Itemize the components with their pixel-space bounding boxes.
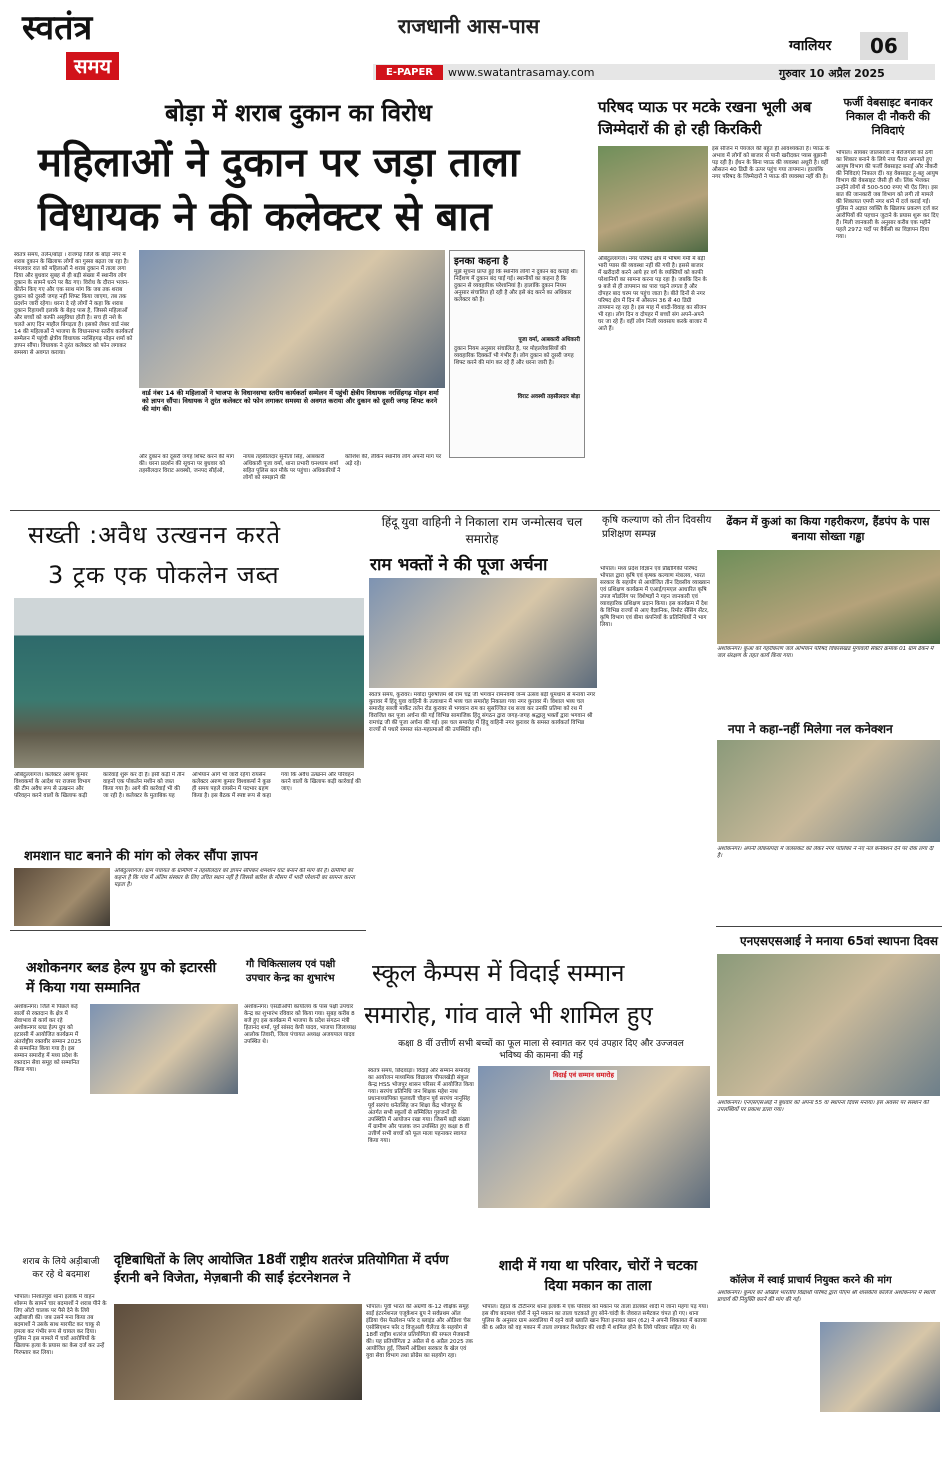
masthead [0, 0, 945, 90]
section-title: राजधानी आस-पास [398, 14, 540, 38]
blood-headline: अशोकनगर ब्लड हेल्प ग्रुप को इटारसी में किया गया सम्मानित [26, 960, 217, 996]
lead-headline-2: विधायक ने की कलेक्टर से बात [38, 194, 492, 240]
ram-headline: राम भक्तों ने की पूजा अर्चना [370, 555, 548, 575]
swarai-headline: कॉलेज में स्वाई प्राचार्य नियुक्त करने की मांग [730, 1275, 892, 1286]
lead-headline-1: महिलाओं ने दुकान पर जड़ा ताला [38, 140, 520, 186]
ram-kicker: हिंदू युवा वाहिनी ने निकाला राम जन्मोत्सव चल समारोह [381, 515, 583, 546]
school-headline-1: स्कूल कैम्पस में विदाई सम्मान [372, 959, 625, 987]
piyau-photo [598, 146, 708, 252]
gau-body: अशोकनगर। एसडीओपी कार्यालय के पास पक्षी उपचार केन्द्र का शुभारंभ रविवार को किया गया। सुबह करीब 8 बजे हुए इस कार्यक्रम में भाजपा के प्रदेश संगठन मंत्री हितानंद शर्मा, पूर्व सांसद केपी यादव, भाजपा जिलाध्यक्ष आलोक तिवारी, जिला पंचायत अध्यक्ष अजयपाल यादव उपस्थित थे। [244, 1004, 357, 1045]
school-subheadline: कक्षा 8 वीं उत्तीर्ण सभी बच्चों का फूल माला से स्वागत कर एवं उपहार दिए और उज्जवल भविष्य की कामना की गई [398, 1039, 684, 1061]
divider-lead [10, 510, 940, 511]
khanan-headline-1: सख्ती :अवैध उत्खनन करते [28, 521, 282, 549]
khanan-body: औबेदुल्लागंज। कलेक्टर अरुण कुमार विश्वकर्मा के आदेश पर राजस्व विभाग की टीम अवैध रूप से उत्खनन और परिवहन करने वालों के खिलाफ कड़ी कार्रवाई शुरू कर दी है। इसी कड़ी में तीन वाहनों एक पोकलेन मशीन को जब्त किया गया है। आगे की कार्रवाई भी की जा रही है। कलेक्टर के मुताबिक यह अभियान आगे भी जारी रहेगा रायसेन कलेक्टर अरुण कुमार विश्वकर्मा ने कुछ ही समय पहले रायसेन में पदभार ग्रहण किया है। इस बैठक में स्पष्ट रूप से कहा गया कि अवैध उत्खनन और परिवहन करने वालों के खिलाफ कड़ी कार्रवाई की जाए। [14, 772, 361, 799]
shamshan-photo [14, 868, 110, 926]
lead-kicker: बोड़ा में शराब दुकान का विरोध [165, 99, 432, 127]
piyau-headline: परिषद प्याऊ पर मटके रखना भूली अब जिम्मेदारों की हो रही किरकिरी [598, 98, 812, 138]
quote-2-by: विराट अवस्थी तहसीलदार बोड़ा [517, 394, 580, 400]
sthapna-photo [717, 954, 940, 1096]
logo[interactable] [22, 8, 152, 86]
page-number: 06 [860, 32, 908, 60]
blood-photo [90, 1004, 238, 1094]
nal-headline: नपा ने कहा-नहीं मिलेगा नल कनेक्शन [728, 722, 893, 736]
quote-1: मुझे सूचना प्राप्त हुई कि स्थानीय लोगों ने दुकान बंद कराई थी। निर्देशण में दुकान बंद पाई गई। स्थानीयों का कहना है कि दुकान से व्यवहारिक परेशानियां है। हालांकि दुकान नियम अनुसार संचालित हो रही है और इसे बंद करने का अधिकार कलेक्टर को है। [454, 269, 578, 303]
piyau-body: औबेदुल्लागंज। नगर परिषद क्षेत्र में भीषण गर्मी में बड़ी भारी प्यास की व्यवस्था नहीं की गयी है। इससे बाजार में खरीदारी करने आये हर वर्ग के व्यक्तियों को काफी परेशानियों का सामना करना पड़ रहा है। जबकि दिन के 9 बजे से ही तापमान का पारा चढ़ने लगता है और दोपहर बाद चरम पर पहुंच जाता है। बीते दिनों से नगर परिषद क्षेत्र में दिन में औसतन 36 से 40 डिग्री तापमान रह रहा है। इस माह में शादी-विवाह का सीजन भी रहा। लोग दिन व दोपहर में बच्चों संग अपने-अपने घर जा रहे हैं। वहीं लोग निजी व्यवसाय करके बाजार में आते हैं। [598, 256, 707, 332]
blood-body: अशोकनगर। जिले में पिछले कई सालों से रक्तदान के क्षेत्र में सेवाभाव से कार्य कर रहे अशोकनगर ब्लड हेल्प ग्रुप को इटारसी में आयोजित कार्यक्रम में अंतर्राष्ट्रीय रक्तवीर सम्मान 2025 से सम्मानित किया गया है। इस सम्मान समारोह में मध्य प्रदेश के रक्तदान सेवा समूह को सम्मानित किया गया। [14, 1004, 82, 1073]
kuan-photo [717, 550, 940, 644]
ram-body: स्वतंत्र समय, कुरावर। मर्यादा पुरुषोत्तम श्री राम चंद्र जी भगवान रामनवमी जन्म उत्सव बड़ी धूमधाम से मनाया नगर कुरावर में हिंदू युवा वाहिनी के तत्वाधान में भव्य चल समारोह निकाला गया नगर कुरावर में। विशाल भव्य चल समारोह सब्जी मार्केट तलेन रोड कुरावर से भगवान राम का सुसज्जित रथ सजा कर उनकी प्रतिमा को रथ में विराजित कर पूजा अर्चना की गई विभिन्न सामाजिक हिंदू संगठन द्वारा जगह-जगह श्रद्धालु भक्तों द्वारा भगवान श्री रामचंद्र जी की पूजा अर्चना की गई। इस चल समारोह में हिंदू वाहिनी नगर कुरावर के समस्त कार्यकर्ता विभिन्न राज्यों से पधारे समस्त संत-महात्माओं की उपस्थिति रही। [369, 692, 596, 733]
nal-photo [717, 740, 940, 842]
issue-date: गुरुवार 10 अप्रैल 2025 [779, 67, 885, 80]
shatranj-headline: दृष्टिबाधितों के लिए आयोजित 18वीं राष्ट्रीय शतरंज प्रतियोगिता में दर्पण ईरानी बने विजेता, मेज़बानी की साईं इंटरनेशनल ने [114, 1253, 449, 1286]
epaper-badge: E-PAPER [376, 65, 443, 80]
lead-cont-1: और दुकान को दूसरी जगह शिफ्ट करने की मांग की। धरना प्रदर्शन की सूचना पर बुधवार को तहसीलदार विराट अवस्थी, जनपद सीईओ, [139, 454, 235, 474]
piyau-body-2: इस सीजन में पेयजल की बहुत ही आवश्यकता है। प्याऊ के अभाव में लोगों को बाजार से पानी खरीदकर प्यास बुझानी पड़ रही है। ईंधन के बिना प्याऊ की व्यवस्था अधूरी है। वहीं औसतन 40 डिग्री के ऊपर पहुंच गया तापमान। हालांकि नगर परिषद के जिम्मेदारों ने प्याऊ की व्यवस्था नहीं की है। [712, 146, 830, 180]
school-headline-2: समारोह, गांव वाले भी शामिल हुए [364, 1001, 653, 1029]
lead-photo [139, 250, 445, 388]
krishi-headline: कृषि कल्याण को तीन दिवसीय प्रशिक्षण सम्पन्न [602, 515, 712, 540]
nal-caption: अशोकनगर। अपनी लोकसंपदा में जलसंकट को लेकर नगर पालिका ने नए नल कनेक्शन देने पर रोक लगा दी है। [717, 846, 934, 859]
naukri-body: भोपाल। सायबर जालसाजों ने बेरोजगारों को ठगी का शिकार बनाने के लिये नया पैंतरा अपनाते हुए आयुष विभाग की फर्जी वेबसाइट बनाई और नौकरी की निविदाएं निकाल दीं। यह वेबसाइट हू-बहू आयुष विभाग की वेबसाइट जैसी ही थी। लिंक भेजकर उन्होंने लोगों से 500-500 रुपए भी ऐंठ लिए। इस बात की जानकारी जब विभाग को लगी तो मामले की शिकायत एमपी नगर थाने में दर्ज कराई गई। पुलिस ने अज्ञात व्यक्ति के खिलाफ प्रकरण दर्ज कर आरोपियों की पहचान जुटाने के प्रयास शुरू कर दिए हैं। मिली जानकारी के अनुसार करीब एक महीने पहले 2972 पदों पर वैकेंसी का विज्ञापन दिया गया। [836, 150, 939, 240]
school-body: स्वतंत्र समय, छिंदवाड़ा। विदाई और सम्मान समारोह का आयोजन माध्यमिक विद्यालय पीपलखेड़ी संकुल केन्द्र HSS भोजपुर शासन परिसर में आयोजित किया गया। सरपंच प्रतिनिधि जन शिक्षक महेश नाथ प्रधानाध्यापिका फूलवती चौहान पूर्व सरपंच नानूसिंह पूर्व सरपंच धनेतसिंह जन शिक्षा केंद्र भोजपुर के अंतर्गत सभी स्कूलों से सम्मिलित गुरुजनों की उपस्थिति में आयोजन रखा गया। जिसमें बड़ी संख्या में ग्रामीण और पालक जन उपस्थित हुए कक्षा 8 वीं उत्तीर्ण सभी बच्चों को फूल माला पहनाकर स्वागत किया गया। [368, 1068, 474, 1144]
logo-bottom-text: समय [66, 52, 119, 80]
sthapna-headline: एनएसएसआई ने मनाया 65वां स्थापना दिवस [740, 934, 939, 948]
quote-title: इनका कहना है [454, 256, 509, 267]
divider-left-mid [10, 930, 366, 931]
gau-headline: गौ चिकित्सालय एवं पक्षी उपचार केन्द्र का शुभारंभ [246, 959, 336, 984]
krishi-body: भोपाल। मध्य प्रदेश विज्ञान एवं प्रौद्योगिकी परिषद भोपाल द्वारा कृषि एवं कृषक कल्याण मंत्रालय, भारत सरकार के सहयोग से आयोजित तीन दिवसीय व्याख्यान एवं प्रशिक्षण कार्यक्रम में एआई/एमएल आधारित कृषि उपज मॉडलिंग पर विशेषज्ञों ने गहन जानकारी एवं व्यावहारिक प्रशिक्षण प्रदान किया। इस कार्यक्रम में देश के विभिन्न राज्यों से आए वैज्ञानिक, रिमोट सेंसिंग सेंटर, कृषि विभाग एवं बीमा कंपनियों के प्रतिनिधियों ने भाग लिया। [600, 566, 710, 628]
school-photo [478, 1066, 710, 1208]
chor-headline: शादी में गया था परिवार, चोरों ने चटका दिया मकान का ताला [498, 1258, 698, 1294]
khanan-photo [14, 598, 364, 768]
divider-right-mid [716, 926, 942, 927]
school-photo-banner: विदाई एवं सम्मान समारोह [550, 1070, 617, 1080]
adibaji-body: भोपाल। निशातपुरा थाना इलाके में वाहन शोरूम के सामने चार बदमाशों ने शराब पीने के लिए ऑटो चालक पर पैसे देने के लिये अड़ीबाजी की। जब उसने मना किया तब बदमाशों ने उसके साथ मारपीट कर चाकू से हमला कर गंभीर रूप से घायल कर दिया। पुलिस ने इस मामले में चारों आरोपियों के खिलाफ हत्या के प्रयास का केस दर्ज कर उन्हें गिरफ्तार कर लिया। [14, 1294, 107, 1356]
sthapna-caption: अशोकनगर। एनएसएसआई ने बुधवार को अपना 55 वां स्थापना दिवस मनाया। इस अवसर पर संस्थान की उपलब्धियों पर प्रकाश डाला गया। [717, 1100, 929, 1113]
lead-body: स्वतंत्र समय, तलेन/बोड़ा । राजगढ़ जिले के बोड़ा नगर में शराब दुकान के खिलाफ लोगों का गुस्सा बढ़ता जा रहा है। मंगलवार रात को महिलाओं ने शराब दुकान में ताला लगा दिया और बुधवार सुबह से ही बड़ी संख्या में स्थानीय लोग दुकान के सामने धरने पर बैठ गए। विरोध के दौरान भजन-कीर्तन किए गए और एक साथ मांग कि जब तक शराब दुकान को दूसरी जगह नहीं शिफ्ट किया जाएगा, तब तक प्रदर्शन जारी रहेगा। धरना दे रहे लोगों ने कहा कि शराब दुकान रिहायशी इलाके के बेहद पास है, जिससे महिलाओं और बच्चों को काफी असुविधा होती है। सच ही नशे के चलते आए दिन माहौल बिगड़ता है। इसको लेकर वार्ड नंबर 14 की महिलाओं ने भाजपा के विधानसभा स्तरीय कार्यकर्ता सम्मेलन में पहुंची क्षेत्रीय विधायक नरसिंहगढ़ मोहन शर्मा को ज्ञापन सौंपा। विधायक ने तुरंत कलेक्टर को फोन लगाकर समस्या से अवगत कराया। [14, 252, 134, 356]
swarai-photo [820, 1322, 940, 1412]
quote-2: दुकान नियम अनुसार संचालित है, पर मोहल्लेवासियों की व्यवहारिक दिक्कतें भी गंभीर हैं। लोग दुकान को दूसरी जगह शिफ्ट करने की मांग कर रहे हैं और धरना जारी है। [454, 346, 574, 366]
lead-quote-box [449, 250, 585, 458]
lead-cont-3: कोशिश की, लेकिन स्थानीय लोग अपनी मांग पर अड़े रहे। [345, 454, 442, 467]
shatranj-body: भोपाल। पूर्वी भारत की अग्रणी के-12 शैक्षिक समूह साईं इंटरनेशनल एजुकेशन ग्रुप ने सर्वप्रथम ऑल इंडिया चेस फेडरेशन फॉर द ब्लाइंड और ओडिशा चेस एसोसिएशन फॉर द विजुअली चैलेंज्ड के सहयोग से 18वीं राष्ट्रीय शतरंज प्रतियोगिता की सफल मेजबानी की। यह प्रतियोगिता 2 अप्रैल से 6 अप्रैल 2025 तक आयोजित हुई, जिसमें ओडिशा सरकार के खेल एवं युवा सेवा विभाग तथा प्रोग्रेस का सहयोग रहा। [366, 1304, 473, 1359]
chor-body: भोपाल। देहात के टीटीनगर थाना इलाके में एक परिवार को मकान पर ताला डालकर शादी में जाना महंगा पड़ गया। इस बीच बदमाश चोरों ने सूने मकान का ताला चटकाते हुए सोने-चांदी के जेवरात समेटकर चंपत हो गए। थाना पुलिस के अनुसार ग्राम अरवलिया में रहने वाले ख्याति खान पिता इनायत खान (62) ने अपनी शिकायत में बताया की 6 अप्रैल को वह मकान में ताला लगाकर रिश्तेदार की शादी में शामिल होने के लिये परिवार सहित गए थे। [482, 1304, 709, 1331]
khanan-headline-2: 3 ट्रक एक पोकलेन जब्त [48, 561, 280, 589]
shamshan-body: ओबेदुल्लागंज। ग्राम पंचायत के ग्रामीणों ने तहसीलदार को ज्ञापन सौंपकर शमशान घाट बनाने की मांग की है। ग्रामीणों का कहना है कि गांव में अंतिम संस्कार के लिए उचित स्थान नहीं है जिससे बारिश के मौसम में भारी परेशानी का सामना करना पड़ता है। [114, 868, 355, 888]
kuan-caption: अशोकनगर। कुआं को गहरीकरण जल अभियान परिषद विकासखंड मुंगावली सेक्टर क्रमांक 01 ग्राम ढेंकन में जल संरक्षण के तहत कार्य किया गया। [717, 646, 934, 659]
lead-cont-2: नायब तहसीलदार सुनीता सिंह, आबकारी अधिकारी पूजा वर्मा, थाना प्रभारी घनश्याम शर्मा सहित पुलिस बल मौके पर पहुंचा। अधिकारियों ने लोगों को समझाने की [243, 454, 341, 481]
city-name: ग्वालियर [789, 38, 832, 54]
naukri-headline: फर्जी वेबसाइट बनाकर निकाल दी नौकरी की निविदाएं [843, 96, 933, 137]
shamshan-headline: शमशान घाट बनाने की मांग को लेकर सौंपा ज्ञापन [24, 849, 258, 864]
adibaji-headline: शराब के लिये अड़ीबाजी कर रहे थे बदमाश [22, 1257, 100, 1280]
kuan-headline: ढेंकन में कुआं का किया गहरीकरण, हैंडपंप के पास बनाया सोख्ता गड्ढा [726, 515, 930, 543]
logo-top-text: स्वतंत्र [22, 8, 93, 48]
ram-photo [369, 578, 597, 688]
lead-photo-caption: वार्ड नंबर 14 की महिलाओं ने भाजपा के विधानसभा स्तरीय कार्यकर्ता सम्मेलन में पहुंची क्षेत्रीय विधायक नरसिंहगढ़ मोहन शर्मा को ज्ञापन सौंपा। विधायक ने तुरंत कलेक्टर को फोन लगाकर समस्या से अवगत कराया और दुकान को दूसरी जगह शिफ्ट करने की मांग की। [139, 388, 445, 450]
quote-1-by: पूजा वर्मा, आबकारी अधिकारी [518, 337, 580, 343]
website-link[interactable]: www.swatantrasamay.com [448, 66, 595, 79]
swarai-body: अशोकनगर। कुमार को अखिल भारतीय विद्यार्थी परिषद द्वारा पीएम श्री शासकीय कॉलेज अशोकनगर में स्थायी प्राचार्य की नियुक्ति करने की मांग की गई। [717, 1290, 935, 1303]
